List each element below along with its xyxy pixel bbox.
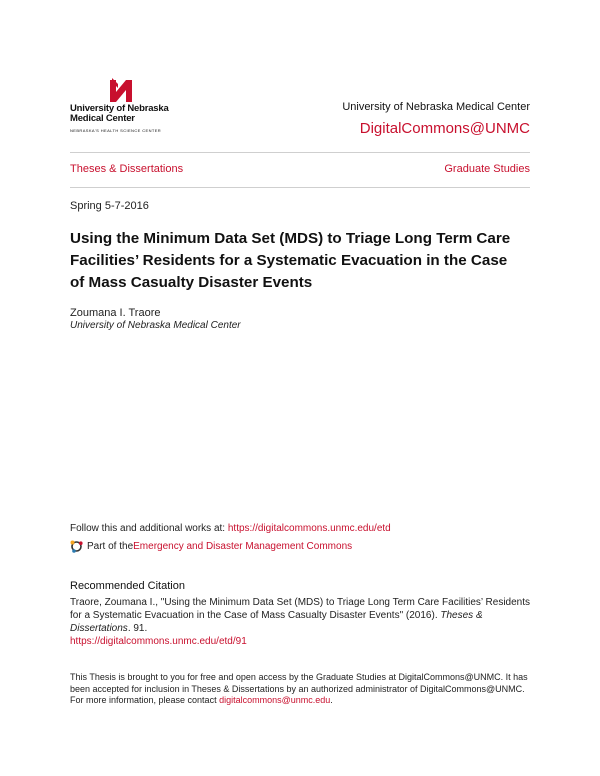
nebraska-n-logo-icon [110,78,132,104]
follow-url-link[interactable]: https://digitalcommons.unmc.edu/etd [227,523,391,534]
access-statement [70,672,532,707]
publication-date: Spring 5-7-2016 [70,200,149,212]
repository-name-link[interactable]: DigitalCommons@UNMC [359,120,530,137]
part-of-line [70,540,352,553]
divider-bottom [70,187,530,188]
contact-email-link[interactable]: digitalcommons@unmc.edu [219,695,331,705]
citation-url-link[interactable]: https://digitalcommons.unmc.edu/etd/91 [70,636,247,647]
author-name: Zoumana I. Traore [70,307,161,319]
logo-name [70,104,169,124]
follow-line [70,523,391,534]
repository-institution: University of Nebraska Medical Center [342,101,530,113]
logo-name-line1: University of Nebraska [70,103,169,114]
part-of-prefix: Part of the [87,541,134,552]
citation-body: Traore, Zoumana I., "Using the Minimum Data Set (MDS) to Triage Long Term Care Facilities’ Residents for a Systematic Evacuation in the Case of Mass Casualty Disaster Events" (2016). [70,597,531,621]
citation-number: . 91. [127,623,148,634]
divider-top [70,152,530,153]
document-title: Using the Minimum Data Set (MDS) to Triage Long Term Care Facilities’ Residents for a Systematic Evacuation in the Case of Mass Casualty Disaster Events [70,230,511,291]
author-affiliation: University of Nebraska Medical Center [70,320,241,331]
unmc-logo [70,78,190,138]
commons-network-icon [70,540,83,553]
logo-name-line2: Medical Center [70,113,135,124]
emergency-disaster-commons-link[interactable]: Emergency and Disaster Management Commons [133,541,353,552]
access-statement-text: This Thesis is brought to you for free and open access by the Graduate Studies at DigitalCommons@UNMC. It has been accepted for inclusion in Theses & Dissertations by an authorized administrator of DigitalCommons@UNMC. For more information, please contact [70,672,528,705]
recommended-citation-heading: Recommended Citation [70,580,185,592]
breadcrumb-theses-link[interactable]: Theses & Dissertations [70,163,184,175]
citation-series: Theses & Dissertations [70,610,483,634]
follow-prefix: Follow this and additional works at: [70,523,228,534]
citation-text [70,596,532,635]
breadcrumb-graduate-studies-link[interactable]: Graduate Studies [444,163,530,175]
access-statement-end: . [330,695,333,705]
logo-tagline: NEBRASKA'S HEALTH SCIENCE CENTER [70,128,162,133]
